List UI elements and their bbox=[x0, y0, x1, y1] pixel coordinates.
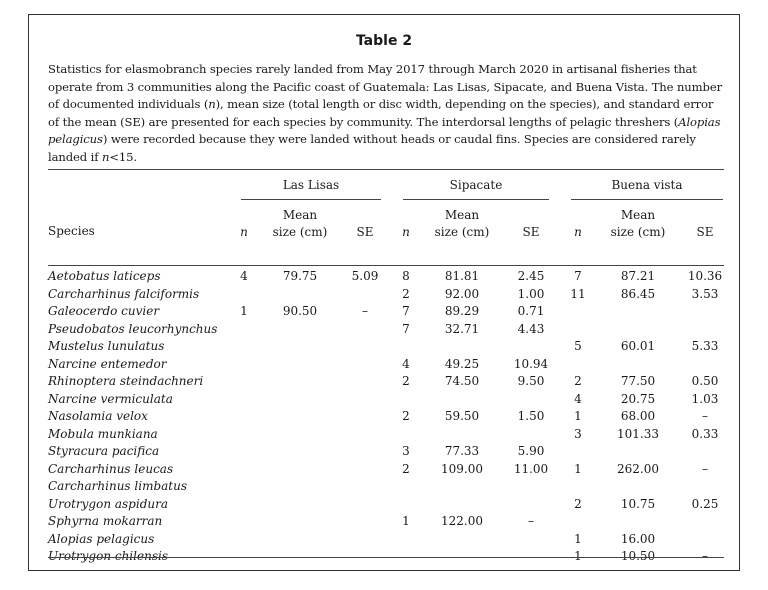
cell-s-n: 7 bbox=[402, 304, 410, 318]
cell-ll-mean: 90.50 bbox=[282, 304, 318, 318]
cell-bv-mean: 87.21 bbox=[620, 269, 656, 283]
cell-bv-n: 1 bbox=[574, 409, 582, 423]
col-header-species: Species bbox=[48, 224, 95, 238]
cell-bv-n: 1 bbox=[574, 549, 582, 563]
cell-s-n: 7 bbox=[402, 321, 410, 336]
table-row bbox=[29, 495, 741, 513]
cell-s-mean: 32.71 bbox=[444, 321, 480, 336]
cell-bv-n: 2 bbox=[574, 496, 582, 511]
table-frame bbox=[28, 14, 740, 571]
group-underline-las-lisas bbox=[241, 199, 381, 200]
cell-s-se: 9.50 bbox=[517, 374, 545, 388]
cell-s-se: 0.71 bbox=[517, 304, 545, 318]
table-title: Table 2 bbox=[355, 33, 413, 49]
table-row bbox=[29, 390, 741, 408]
caption-text-4: <15. bbox=[109, 149, 138, 164]
cell-s-mean: 49.25 bbox=[444, 356, 480, 371]
cell-s-se: 2.45 bbox=[517, 269, 545, 283]
species-name: Carcharhinus limbatus bbox=[48, 479, 188, 493]
caption-species: Alopias pelagicus bbox=[48, 114, 721, 147]
col-header-ll-se: SE bbox=[356, 225, 374, 239]
cell-bv-n: 1 bbox=[574, 531, 582, 546]
cell-s-se: 1.00 bbox=[517, 286, 545, 301]
cell-s-n: 1 bbox=[402, 514, 410, 528]
table-row bbox=[29, 442, 741, 460]
col-header-bv-n: n bbox=[574, 225, 582, 239]
col-header-bv-mean-l2: size (cm) bbox=[610, 225, 666, 239]
table-row bbox=[29, 372, 741, 390]
col-header-bv-mean-l1: Mean bbox=[620, 208, 656, 222]
cell-bv-n: 1 bbox=[574, 461, 582, 476]
species-name: Mobula munkiana bbox=[48, 426, 158, 441]
table-row bbox=[29, 477, 741, 495]
species-name: Pseudobatos leucorhynchus bbox=[48, 321, 218, 336]
cell-bv-se: 5.33 bbox=[691, 339, 719, 353]
cell-s-se: 4.43 bbox=[517, 321, 545, 336]
cell-bv-se: – bbox=[702, 409, 708, 423]
cell-bv-n: 5 bbox=[574, 339, 582, 353]
cell-s-n: 2 bbox=[402, 461, 410, 476]
cell-bv-mean: 68.00 bbox=[620, 409, 656, 423]
cell-bv-se: 0.50 bbox=[691, 374, 719, 388]
col-header-s-se: SE bbox=[522, 225, 540, 239]
table-row bbox=[29, 267, 741, 285]
cell-bv-n: 7 bbox=[574, 269, 582, 283]
col-header-ll-n: n bbox=[240, 225, 248, 239]
cell-s-n: 2 bbox=[402, 286, 410, 301]
group-header-buena-vista: Buena vista bbox=[611, 178, 683, 192]
table-header-rule bbox=[48, 265, 724, 266]
cell-bv-se: – bbox=[702, 549, 708, 563]
col-header-s-mean-l2: size (cm) bbox=[434, 225, 490, 239]
table-caption bbox=[48, 61, 723, 167]
cell-bv-mean: 262.00 bbox=[617, 461, 659, 476]
species-name: Carcharhinus leucas bbox=[48, 461, 174, 476]
table-row bbox=[29, 355, 741, 373]
caption-text-3: ) were recorded because they were landed without heads or caudal fins. Species are considered rarely landed if bbox=[48, 132, 696, 164]
col-header-s-mean-l1: Mean bbox=[444, 208, 480, 222]
col-header-s-n: n bbox=[402, 225, 410, 239]
cell-s-se: 1.50 bbox=[517, 409, 545, 423]
cell-bv-n: 11 bbox=[570, 286, 586, 301]
table-row bbox=[29, 530, 741, 548]
cell-ll-n: 4 bbox=[240, 269, 248, 283]
group-header-sipacate: Sipacate bbox=[449, 178, 503, 192]
cell-bv-se: 3.53 bbox=[691, 286, 719, 301]
cell-ll-n: 1 bbox=[240, 304, 248, 318]
table-row bbox=[29, 460, 741, 478]
species-name: Urotrygon chilensis bbox=[48, 549, 168, 563]
species-name: Carcharhinus falciformis bbox=[48, 286, 200, 301]
cell-bv-mean: 10.75 bbox=[620, 496, 656, 511]
species-name: Nasolamia velox bbox=[48, 409, 148, 423]
cell-bv-n: 4 bbox=[574, 391, 582, 406]
cell-bv-n: 3 bbox=[574, 426, 582, 441]
cell-s-mean: 77.33 bbox=[444, 444, 480, 458]
species-name: Mustelus lunulatus bbox=[48, 339, 165, 353]
cell-bv-se: 10.36 bbox=[687, 269, 723, 283]
table-row bbox=[29, 285, 741, 303]
cell-s-n: 2 bbox=[402, 409, 410, 423]
cell-bv-mean: 77.50 bbox=[620, 374, 656, 388]
table-row bbox=[29, 512, 741, 530]
caption-text-1: Statistics for elasmobranch species rarely landed from May 2017 through March 2020 in artisanal fisheries that operate from 3 communities along the Pacific coast of Guatemala: Las Lisas, Sipacate, and Buena Vista. The number of documented individuals ( bbox=[48, 62, 722, 112]
cell-s-se: 5.90 bbox=[517, 444, 545, 458]
cell-s-se: 11.00 bbox=[513, 461, 549, 476]
cell-s-se: 10.94 bbox=[513, 356, 549, 371]
cell-bv-mean: 60.01 bbox=[620, 339, 656, 353]
cell-s-mean: 89.29 bbox=[444, 304, 480, 318]
cell-s-n: 8 bbox=[402, 269, 410, 283]
species-name: Styracura pacifica bbox=[48, 444, 160, 458]
col-header-bv-mean bbox=[603, 207, 673, 241]
cell-s-n: 3 bbox=[402, 444, 410, 458]
col-header-s-mean bbox=[427, 207, 497, 241]
cell-s-mean: 109.00 bbox=[441, 461, 483, 476]
cell-bv-se: 0.33 bbox=[691, 426, 719, 441]
cell-s-mean: 81.81 bbox=[444, 269, 480, 283]
species-name: Aetobatus laticeps bbox=[48, 269, 161, 283]
cell-s-mean: 122.00 bbox=[441, 514, 483, 528]
caption-n-2: n bbox=[101, 149, 110, 164]
cell-bv-se: 0.25 bbox=[691, 496, 719, 511]
col-header-bv-se: SE bbox=[696, 225, 714, 239]
cell-s-se: – bbox=[528, 514, 534, 528]
table-bottom-rule bbox=[48, 557, 724, 558]
group-underline-sipacate bbox=[403, 199, 549, 200]
cell-bv-mean: 16.00 bbox=[620, 531, 656, 546]
group-header-las-lisas: Las Lisas bbox=[282, 178, 340, 192]
caption-n-1: n bbox=[208, 97, 216, 112]
species-name: Galeocerdo cuvier bbox=[48, 304, 160, 318]
cell-bv-mean: 20.75 bbox=[620, 391, 656, 406]
cell-s-n: 2 bbox=[402, 374, 410, 388]
cell-s-mean: 74.50 bbox=[444, 374, 480, 388]
species-name: Rhinoptera steindachneri bbox=[48, 374, 204, 388]
cell-bv-mean: 10.50 bbox=[620, 549, 656, 563]
table-row bbox=[29, 425, 741, 443]
cell-bv-mean: 101.33 bbox=[617, 426, 659, 441]
table-row bbox=[29, 320, 741, 338]
table-row bbox=[29, 302, 741, 320]
cell-bv-se: – bbox=[702, 461, 708, 476]
species-name: Sphyrna mokarran bbox=[48, 514, 163, 528]
species-name: Alopias pelagicus bbox=[48, 531, 155, 546]
cell-bv-mean: 86.45 bbox=[620, 286, 656, 301]
col-header-ll-mean-l2: size (cm) bbox=[272, 225, 328, 239]
species-name: Narcine vermiculata bbox=[48, 391, 173, 406]
table-top-rule bbox=[48, 169, 724, 170]
cell-s-mean: 59.50 bbox=[444, 409, 480, 423]
caption-text-2: ), mean size (total length or disc width, depending on the species), and standard error of the mean (SE) are presented for each species by community. The interdorsal lengths of pelagic threshers ( bbox=[48, 97, 714, 129]
cell-bv-se: 1.03 bbox=[691, 391, 719, 406]
table-row bbox=[29, 407, 741, 425]
cell-bv-n: 2 bbox=[574, 374, 582, 388]
cell-s-mean: 92.00 bbox=[444, 286, 480, 301]
table-row bbox=[29, 547, 741, 565]
cell-ll-se: – bbox=[362, 304, 368, 318]
cell-s-n: 4 bbox=[402, 356, 410, 371]
col-header-ll-mean bbox=[265, 207, 335, 241]
cell-ll-mean: 79.75 bbox=[282, 269, 318, 283]
cell-ll-se: 5.09 bbox=[351, 269, 379, 283]
table-row bbox=[29, 337, 741, 355]
group-underline-buena-vista bbox=[571, 199, 723, 200]
col-header-ll-mean-l1: Mean bbox=[282, 208, 318, 222]
species-name: Narcine entemedor bbox=[48, 356, 167, 371]
species-name: Urotrygon aspidura bbox=[48, 496, 168, 511]
